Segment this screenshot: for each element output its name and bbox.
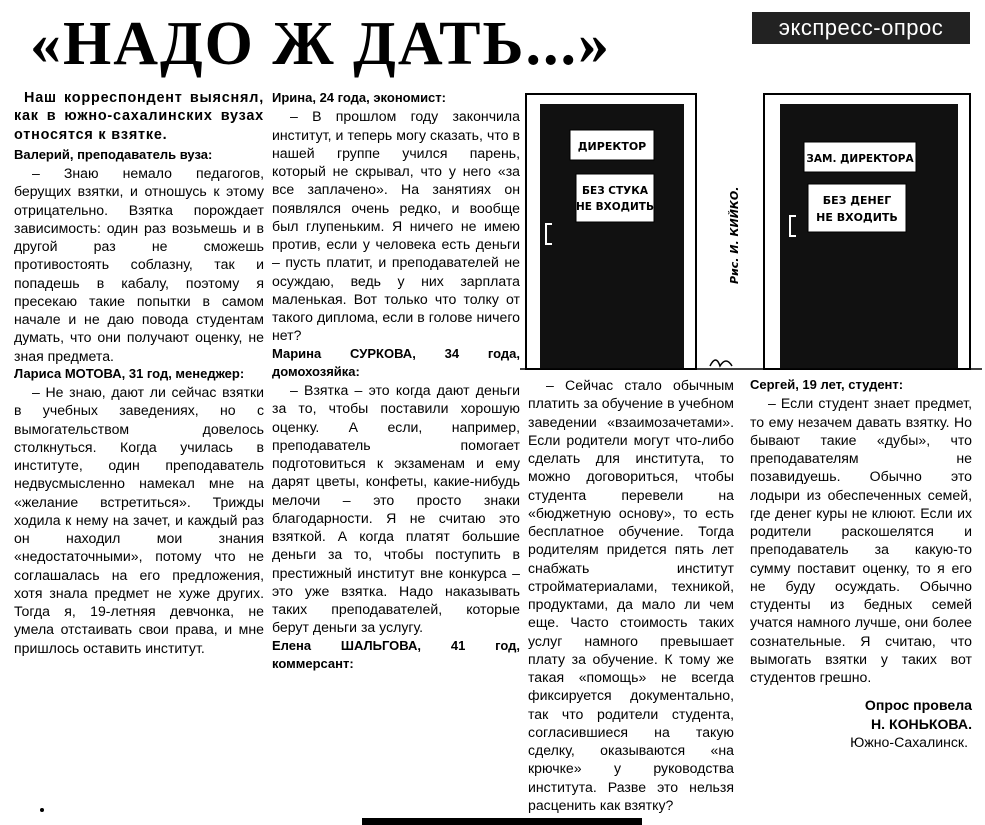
column-4: [750, 376, 972, 751]
answer-larisa: – Не знаю, дают ли сейчас взятки в учебных заведениях, но с вымогательством довелось столкнуться. Когда училась в институте, один преподаватель недвусмысленно намекал мне на «желание встретиться». Трижды ходила к нему на зачет, и каждый раз он находил мои знания «недостаточными», потому что не соглашалась на его предложения, хотя знала предмет не хуже других. Тогда я, 19-летняя девчонка, не умела отстаивать свои права, и мне пришлось оставить институт.: [14, 384, 264, 656]
door-right-sign: ЗАМ. ДИРЕКТОРА: [806, 153, 914, 165]
speaker-larisa: Лариса МОТОВА, 31 год, менеджер:: [14, 365, 245, 381]
speaker-sergey: Сергей, 19 лет, студент:: [750, 377, 904, 392]
answer-irina: – В прошлом году закончила институт, и теперь могу сказать, что в нашей группе учился парень, который не скрывал, что у него «за все заплачено». На занятиях он появлялся очень редко, и вообще был глупеньким. Я ничего не имею против, если у человека есть деньги – пусть платит, и преподавателей не осуждаю, ведь у них зарплата маленькая. Вот только что толку от такого диплома, если в голове ничего нет?: [272, 108, 520, 344]
dateline-city: Южно-Сахалинск.: [850, 733, 968, 750]
column-3: [528, 376, 734, 814]
door-deputy-director: [764, 94, 970, 369]
column-2: [272, 89, 520, 673]
rubric-badge: экспресс-опрос: [752, 12, 970, 44]
speaker-valery: Валерий, преподаватель вуза:: [14, 146, 213, 162]
cartoon-illustration: [520, 84, 982, 372]
door-left-note-2: НЕ ВХОДИТЬ: [576, 201, 654, 213]
answer-elena: – Сейчас стало обычным платить за обучение в учебном заведении «взаимозачетами». Если родители могут что-либо сделать для института, то можно договориться, чтобы студента перевели на «бюджетную основу», то есть бесплатное обучение. Тогда родителям придется пять лет снабжать институт стройматериалами, техникой, продуктами, да мало ли чем еще. Часто стоимость таких услуг намного превышает плату за обучение. К тому же такая «помощь» не всегда фиксируется документально, так что родители студента, согласившиеся на такую сделку, оказываются «на крючке» у руководства института. Разве это нельзя расценить как взятку?: [528, 377, 734, 813]
page-title: «НАДО Ж ДАТЬ...»: [30, 10, 612, 78]
lead-paragraph: Наш корреспондент выяснял, как в южно-сахалинских вузах относятся к взятке.: [14, 90, 264, 143]
survey-by-label: Опрос провела: [864, 697, 972, 714]
door-right-note-1: БЕЗ ДЕНЕГ: [822, 194, 892, 207]
speaker-elena: Елена ШАЛЬГОВА, 41 год, коммерсант:: [272, 637, 520, 671]
answer-marina: – Взятка – это когда дают деньги за то, чтобы поставили хорошую оценку. А если, например, преподаватель помогает подготовиться к экзаменам и ему дарят цветы, конфеты, какие-нибудь мелочи – это просто знаки благодарности. Я не считаю это взяткой. А когда платят большие деньги за то, чтобы поступить в престижный институт вне конкурса – это уже взятка. Надо наказывать таких преподавателей, которые берут деньги за услугу.: [272, 382, 520, 636]
answer-sergey: – Если студент знает предмет, то ему незачем давать взятку. Но бывают такие «дубы», что преподавателям не позавидуешь. Обычно это лодыри из обеспеченных семей, где денег куры не клюют. Если их родители раскошелятся и преподаватель за какую-то сумму поставит оценку, то я его не буду осуждать. Обычно студенты из бедных семей учатся намного лучше, они более сознательные. Я считаю, что вымогать взятки у таких вот студентов грешно.: [750, 395, 972, 686]
author-name: Н. КОНЬКОВА.: [870, 715, 972, 732]
print-speck: [40, 808, 44, 812]
column-1: [14, 89, 264, 657]
speaker-marina: Марина СУРКОВА, 34 года, домохозяйка:: [272, 345, 520, 379]
door-left-note-1: БЕЗ СТУКА: [582, 185, 648, 197]
cartoon-credit: Рис. И. КИЙКО.: [728, 186, 741, 284]
door-left-sign: ДИРЕКТОР: [577, 140, 647, 153]
answer-valery: – Знаю немало педагогов, берущих взятки, и отношусь к этому отрицательно. Взятка порождает зависимость: один раз возьмешь и в другой раз не сможешь противостоять соблазну, так и попадешь в кабалу, поэтому я пресекаю такие попытки в самом начале и не даю повода студентам думать, что они получают оценку, не зная предмета.: [14, 165, 264, 364]
bottom-rule: [362, 818, 642, 825]
door-right-note-2: НЕ ВХОДИТЬ: [816, 211, 898, 224]
speaker-irina: Ирина, 24 года, экономист:: [272, 90, 446, 105]
door-director: [526, 94, 696, 369]
